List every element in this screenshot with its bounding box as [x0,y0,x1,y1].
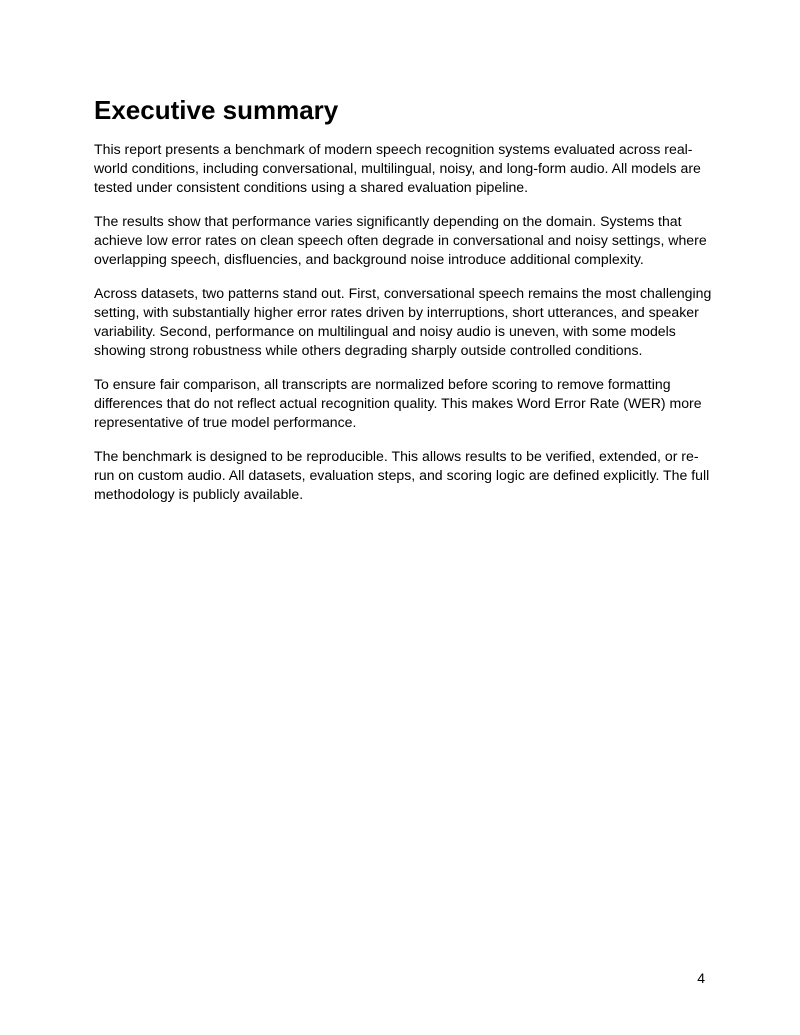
paragraph-intro: This report presents a benchmark of modern speech recognition systems evaluated across real-world conditions, including conversational, multilingual, noisy, and long-form audio. All models are tested under consistent conditions using a shared evaluation pipeline. [94,141,701,195]
section-heading: Executive summary [94,95,339,125]
paragraph-patterns: Across datasets, two patterns stand out. First, conversational speech remains the most challenging setting, with substantially higher error rates driven by interruptions, short utterances, and speaker variability. Second, performance on multilingual and noisy audio is uneven, with some models showing strong robustness while others degrading sharply outside controlled conditions. [94,285,712,358]
paragraph-normalization: To ensure fair comparison, all transcripts are normalized before scoring to remove formatting differences that do not reflect actual recognition quality. This makes Word Error Rate (WER) more representative of true model performance. [94,376,702,430]
page-number: 4 [697,970,705,986]
paragraph-results: The results show that performance varies significantly depending on the domain. Systems that achieve low error rates on clean speech often degrade in conversational and noisy settings, where overlapping speech, disfluencies, and background noise introduce additional complexity. [94,213,707,267]
page-content [94,92,716,519]
paragraph-reproducibility: The benchmark is designed to be reproducible. This allows results to be verified, extended, or re-run on custom audio. All datasets, evaluation steps, and scoring logic are defined explicitly. The full methodology is publicly available. [94,448,710,502]
